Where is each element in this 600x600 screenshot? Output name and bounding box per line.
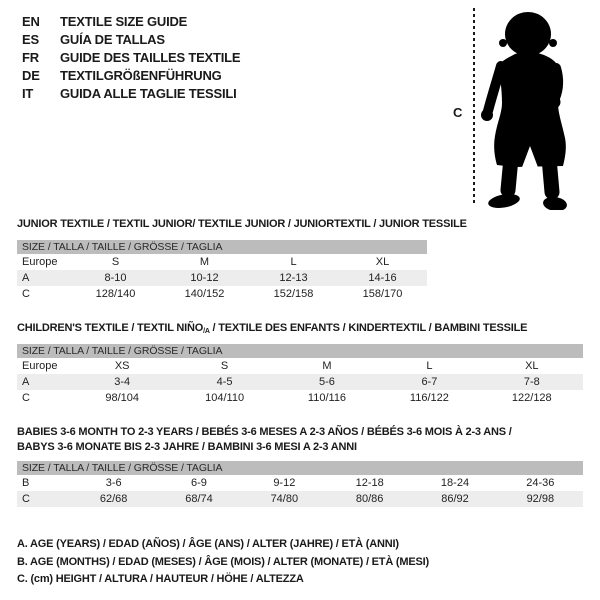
age-cell: 6-7 bbox=[421, 376, 438, 388]
legend-footnotes bbox=[17, 536, 429, 589]
height-cell: 110/116 bbox=[307, 392, 347, 404]
language-label: GUÍA DE TALLAS bbox=[60, 32, 165, 47]
table-row-age-months bbox=[17, 475, 583, 491]
row-label: A bbox=[22, 272, 30, 284]
row-label: B bbox=[22, 477, 30, 489]
age-cell: 8-10 bbox=[104, 272, 127, 284]
language-header bbox=[22, 13, 240, 103]
height-cell: 104/110 bbox=[205, 392, 245, 404]
height-cell: 158/170 bbox=[362, 288, 403, 300]
size-header-bar: SIZE / TALLA / TAILLE / GRÖSSE / TAGLIA bbox=[17, 344, 583, 358]
height-cell: 140/152 bbox=[184, 288, 225, 300]
children-size-table bbox=[17, 344, 583, 406]
children-section-title bbox=[17, 321, 527, 339]
footnote-height-cm: C. (cm) HEIGHT / ALTURA / HAUTEUR / HÖHE / ALTEZZA bbox=[17, 573, 304, 585]
language-code: FR bbox=[22, 50, 39, 65]
title-line: BABIES 3-6 MONTH TO 2-3 YEARS / BEBÉS 3-6 MESES A 2-3 AÑOS / BÉBÉS 3-6 MOIS À 2-3 ANS / bbox=[17, 426, 512, 438]
age-cell: 24-36 bbox=[526, 477, 555, 489]
language-row-it bbox=[22, 85, 240, 103]
table-row-age bbox=[17, 270, 427, 286]
title-text: CHILDREN'S TEXTILE / TEXTIL NIÑO bbox=[17, 322, 204, 334]
row-label: A bbox=[22, 376, 30, 388]
footnote-age-months: B. AGE (MONTHS) / EDAD (MESES) / ÂGE (MOIS) / ALTER (MONATE) / ETÀ (MESI) bbox=[17, 555, 429, 568]
height-measure-label: C bbox=[453, 105, 463, 120]
language-row-de bbox=[22, 67, 240, 85]
age-cell: 3-4 bbox=[114, 376, 131, 388]
language-label: TEXTILGRÖßENFÜHRUNG bbox=[60, 68, 222, 83]
height-cell: 92/98 bbox=[526, 493, 555, 505]
language-label: GUIDA ALLE TAGLIE TESSILI bbox=[60, 86, 237, 101]
age-cell: 6-9 bbox=[191, 477, 207, 489]
height-cell: 122/128 bbox=[511, 392, 552, 404]
language-code: DE bbox=[22, 68, 40, 83]
age-cell: 10-12 bbox=[190, 272, 219, 284]
age-cell: 7-8 bbox=[523, 376, 540, 388]
size-header-bar: SIZE / TALLA / TAILLE / GRÖSSE / TAGLIA bbox=[17, 240, 427, 254]
language-label: GUIDE DES TAILLES TEXTILE bbox=[60, 50, 241, 65]
age-cell: 12-18 bbox=[355, 477, 384, 489]
table-row-height bbox=[17, 491, 583, 507]
size-cell: S bbox=[220, 360, 229, 372]
table-row-europe bbox=[17, 254, 427, 270]
size-cell: M bbox=[322, 360, 332, 372]
toddler-silhouette-icon bbox=[475, 8, 575, 210]
title-line: BABYS 3-6 MONATE BIS 2-3 JAHRE / BAMBINI 3-6 MESI A 2-3 ANNI bbox=[17, 441, 357, 453]
size-cell: S bbox=[111, 256, 120, 268]
size-cell: XS bbox=[114, 360, 130, 372]
height-cell: 74/80 bbox=[270, 493, 299, 505]
row-label: Europe bbox=[22, 256, 58, 268]
babies-size-table bbox=[17, 461, 583, 507]
row-label: C bbox=[22, 288, 30, 300]
babies-section-title bbox=[17, 425, 587, 455]
height-cell: 80/86 bbox=[355, 493, 384, 505]
height-cell: 62/68 bbox=[99, 493, 128, 505]
height-cell: 116/122 bbox=[409, 392, 449, 404]
language-row-en bbox=[22, 13, 240, 31]
table-row-age bbox=[17, 374, 583, 390]
age-cell: 5-6 bbox=[319, 376, 335, 388]
row-label: C bbox=[22, 493, 30, 505]
height-cell: 128/140 bbox=[95, 288, 136, 300]
row-label: C bbox=[22, 392, 30, 404]
language-row-es bbox=[22, 31, 240, 49]
language-code: EN bbox=[22, 14, 40, 29]
size-header-bar: SIZE / TALLA / TAILLE / GRÖSSE / TAGLIA bbox=[17, 461, 583, 475]
size-cell: XL bbox=[525, 360, 539, 372]
height-cell: 152/158 bbox=[273, 288, 314, 300]
height-cell: 68/74 bbox=[185, 493, 213, 505]
footnote-age-years: A. AGE (YEARS) / EDAD (AÑOS) / ÂGE (ANS) / ALTER (JAHRE) / ETÀ (ANNI) bbox=[17, 538, 399, 550]
age-cell: 9-12 bbox=[273, 477, 296, 489]
age-cell: 12-13 bbox=[279, 272, 308, 284]
row-label: Europe bbox=[22, 360, 58, 372]
size-cell: XL bbox=[375, 256, 390, 268]
table-row-height bbox=[17, 390, 583, 406]
title-subscript: /A bbox=[203, 328, 210, 335]
age-cell: 18-24 bbox=[440, 477, 470, 489]
language-code: IT bbox=[22, 86, 34, 101]
title-text: / TEXTILE DES ENFANTS / KINDERTEXTIL / BAMBINI TESSILE bbox=[209, 322, 528, 334]
language-row-fr bbox=[22, 49, 240, 67]
language-label: TEXTILE SIZE GUIDE bbox=[60, 14, 188, 29]
language-code: ES bbox=[22, 32, 39, 47]
size-cell: L bbox=[290, 256, 297, 268]
age-cell: 3-6 bbox=[105, 477, 122, 489]
size-cell: M bbox=[199, 256, 210, 268]
junior-section-title: JUNIOR TEXTILE / TEXTIL JUNIOR/ TEXTILE JUNIOR / JUNIORTEXTIL / JUNIOR TESSILE bbox=[17, 218, 467, 230]
age-cell: 4-5 bbox=[216, 376, 233, 388]
height-cell: 98/104 bbox=[105, 392, 140, 404]
table-row-height bbox=[17, 286, 427, 302]
height-cell: 86/92 bbox=[441, 493, 469, 505]
age-cell: 14-16 bbox=[368, 272, 397, 284]
size-cell: L bbox=[426, 360, 433, 372]
junior-size-table bbox=[17, 240, 427, 302]
table-row-europe bbox=[17, 358, 583, 374]
